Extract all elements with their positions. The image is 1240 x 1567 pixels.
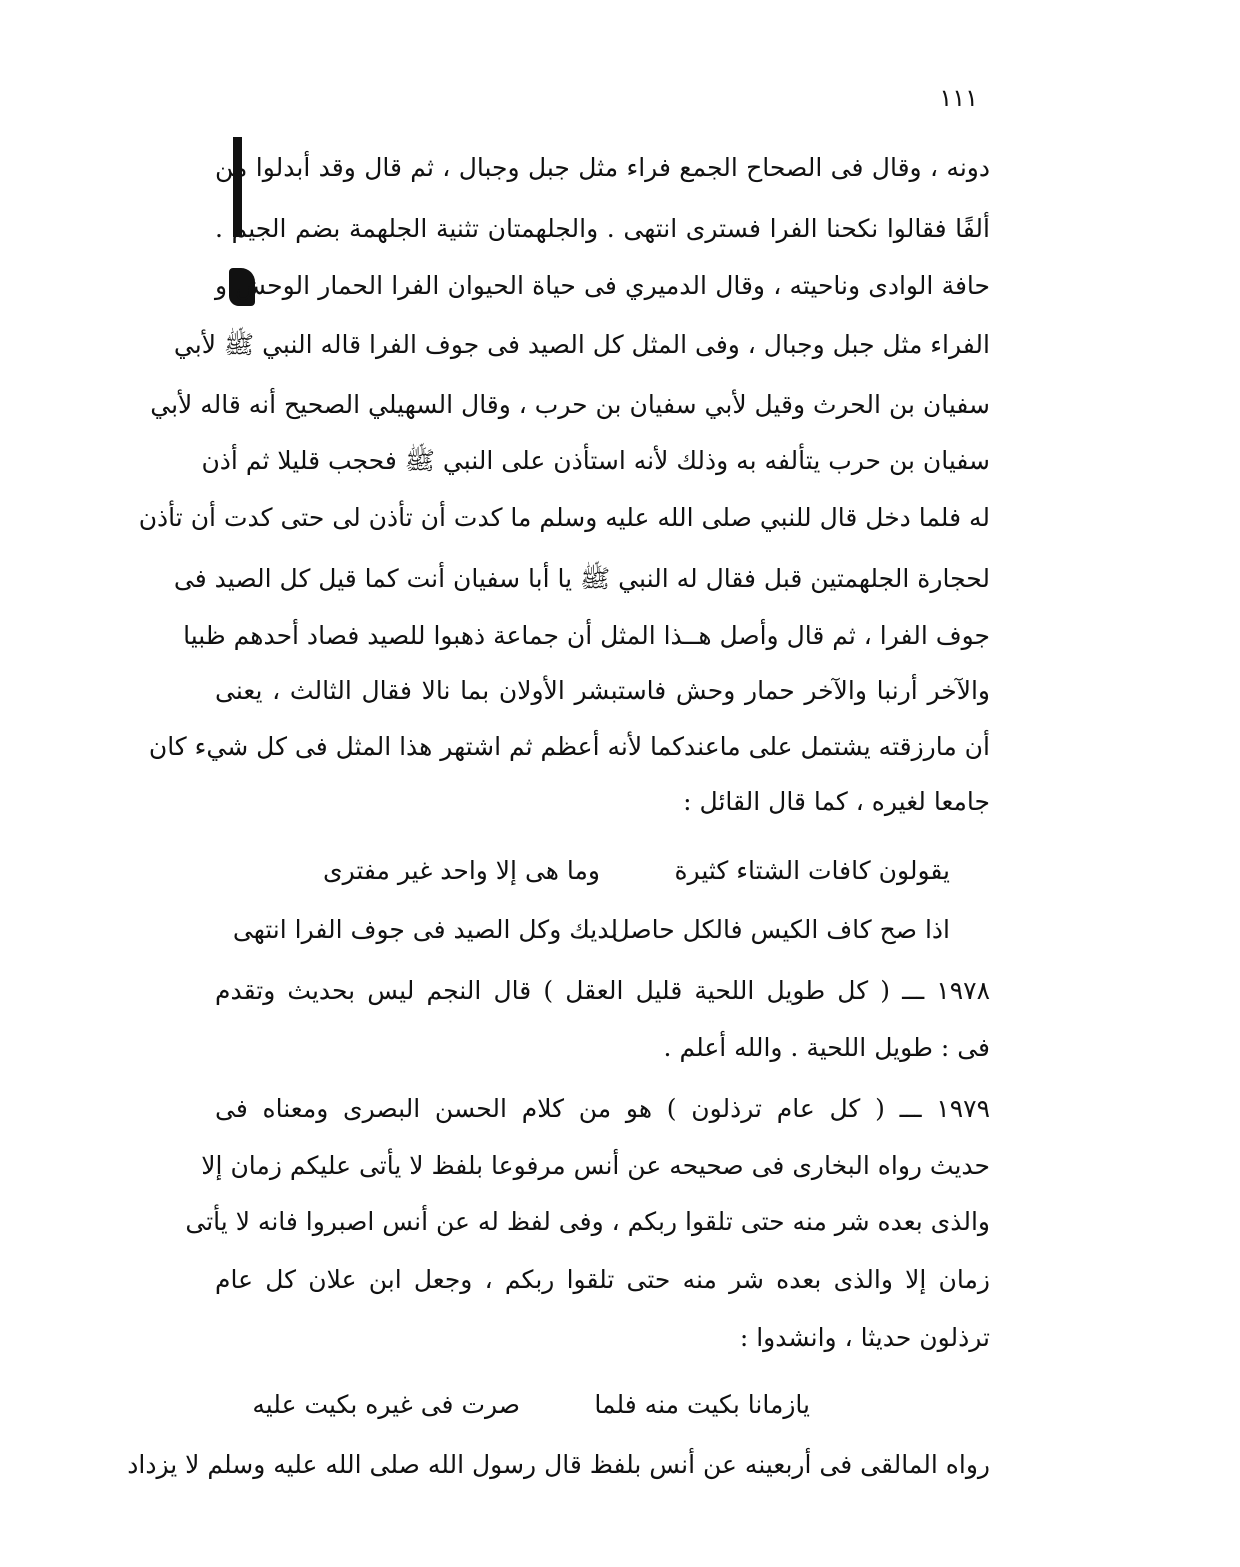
text-line: الفراء مثل جبل وجبال ، وفى المثل كل الصيد فى جوف الفرا قاله النبي ﷺ لأبي xyxy=(173,330,990,359)
text-line: جوف الفرا ، ثم قال وأصل هــذا المثل أن جماعة ذهبوا للصيد فصاد أحدهم ظبيا xyxy=(183,621,990,650)
text-line: زمان إلا والذى بعده شر منه حتى تلقوا ربكم ، وجعل ابن علان كل عام xyxy=(215,1265,990,1294)
text-line: له فلما دخل قال للنبي صلى الله عليه وسلم ما كدت أن تأذن لى حتى كدت أن تأذن xyxy=(138,503,990,532)
verse-hemistich: صرت فى غيره بكيت عليه xyxy=(252,1390,520,1419)
verse-hemistich: يقولون كافات الشتاء كثيرة xyxy=(674,856,950,885)
text-line: حافة الوادى وناحيته ، وقال الدميري فى حياة الحيوان الفرا الحمار الوحش و xyxy=(215,271,990,300)
verse-hemistich: يازمانا بكيت منه فلما xyxy=(594,1390,810,1419)
closing-text xyxy=(127,0,990,1567)
text-line: دونه ، وقال فى الصحاح الجمع فراء مثل جبل وجبال ، ثم قال وقد أبدلوا من xyxy=(215,153,990,182)
text-line: ألفًا فقالوا نكحنا الفرا فسترى انتهى . والجلهمتان تثنية الجلهمة بضم الجيم . xyxy=(215,214,990,243)
text-line: لحجارة الجلهمتين قبل فقال له النبي ﷺ يا أبا سفيان أنت كما قيل كل الصيد فى xyxy=(173,564,990,593)
text-line: جامعا لغيره ، كما قال القائل : xyxy=(683,787,990,816)
page-number: ١١١ xyxy=(939,84,978,112)
verse-hemistich: وما هى إلا واحد غير مفترى xyxy=(323,856,600,885)
verse-hemistich: لديك وكل الصيد فى جوف الفرا انتهى xyxy=(232,915,618,944)
text-line: سفيان بن الحرث وقيل لأبي سفيان بن حرب ، وقال السهيلي الصحيح أنه قاله لأبي xyxy=(150,390,990,419)
text-line: ١٩٧٩ ـــ ( كل عام ترذلون ) هو من كلام الحسن البصرى ومعناه فى xyxy=(215,1094,990,1123)
text-line: والذى بعده شر منه حتى تلقوا ربكم ، وفى لفظ له عن أنس اصبروا فانه لا يأتى xyxy=(185,1207,990,1236)
text-line: والآخر أرنبا والآخر حمار وحش فاستبشر الأولان بما نالا فقال الثالث ، يعنى xyxy=(215,676,990,705)
text-line: سفيان بن حرب يتألفه به وذلك لأنه استأذن على النبي ﷺ فحجب قليلا ثم أذن xyxy=(201,446,990,475)
text-line: فى : طويل اللحية . والله أعلم . xyxy=(663,1033,990,1062)
text-line: ترذلون حديثا ، وانشدوا : xyxy=(739,1323,990,1352)
text-line: أن مارزقته يشتمل على ماعندكما لأنه أعظم ثم اشتهر هذا المثل فى كل شيء كان xyxy=(148,732,990,761)
text-line: رواه المالقى فى أربعينه عن أنس بلفظ قال رسول الله صلى الله عليه وسلم لا يزداد xyxy=(127,1450,990,1479)
verse-hemistich: اذا صح كاف الكيس فالكل حاصل xyxy=(611,915,950,944)
text-line: حديث رواه البخارى فى صحيحه عن أنس مرفوعا بلفظ لا يأتى عليكم زمان إلا xyxy=(201,1151,990,1180)
text-line: ١٩٧٨ ـــ ( كل طويل اللحية قليل العقل ) قال النجم ليس بحديث وتقدم xyxy=(215,976,990,1005)
